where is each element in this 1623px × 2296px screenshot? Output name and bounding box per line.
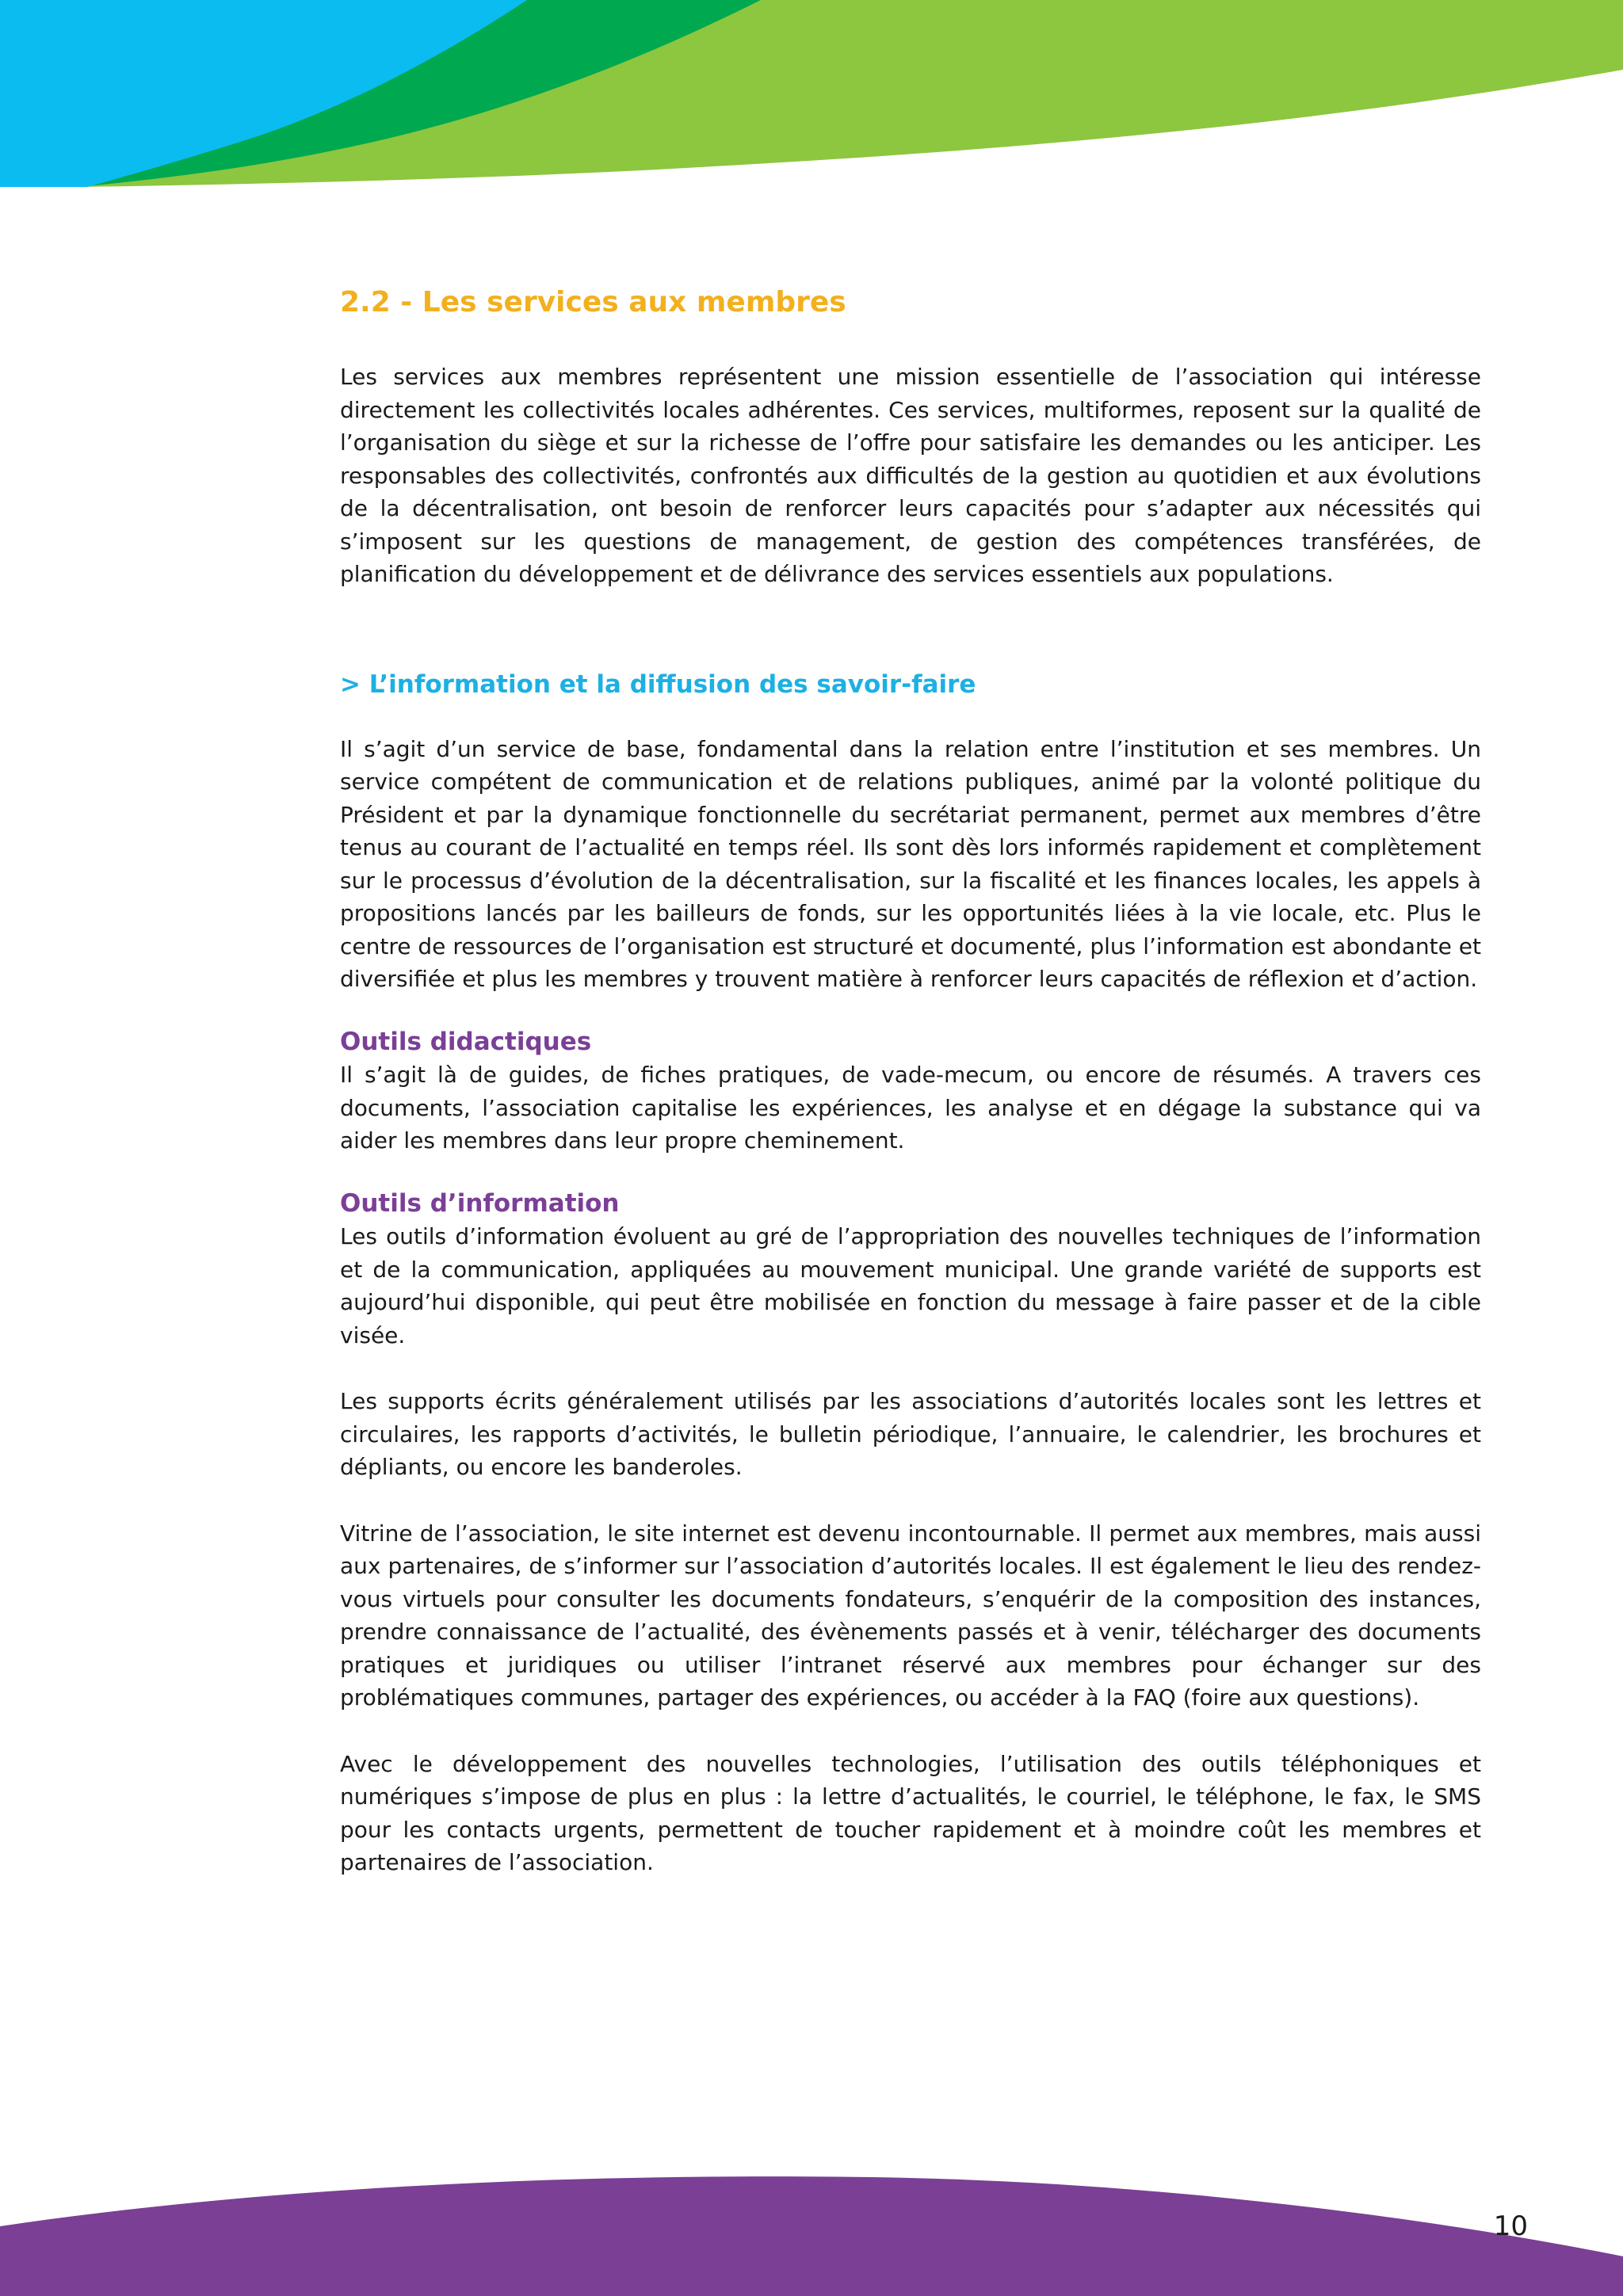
section-title: 2.2 - Les services aux membres: [340, 286, 846, 318]
top-decorative-wave: [0, 0, 1623, 190]
subsection-title: > L’information et la diffusion des savoir-faire: [340, 669, 976, 699]
information-paragraph: Les supports écrits généralement utilisés par les associations d’autorités locales sont les lettres et circulaires, les rapports d’activités, le bulletin périodique, l’annuaire, le calendrier, les brochures et dépliants, ou encore les banderoles.: [340, 1388, 1481, 1481]
bottom-wave-purple: [0, 2176, 1623, 2296]
information-paragraph: Avec le développement des nouvelles technologies, l’utilisation des outils téléphoniques et numériques s’impose de plus en plus : la lettre d’actualités, le courriel, le téléphone, le fax, le SMS pour les contacts urgents, permettent de toucher rapidement et à moindre coût les membres et partenaires de l’association.: [340, 1750, 1481, 1876]
page-content: [340, 285, 1481, 1879]
didactic-tools-title: Outils didactiques: [340, 1027, 592, 1056]
intro-paragraph: Les services aux membres représentent une mission essentielle de l’association qui intéresse directement les collectivités locales adhérentes. Ces services, multiformes, reposent sur la qualité de l’organisation du siège et sur la richesse de l’offre pour satisfaire les demandes ou les anticiper. Les responsables des collectivités, confrontés aux difficultés de la gestion au quotidien et aux évolutions de la décentralisation, ont besoin de renforcer leurs capacités pour s’adapter aux nécessités qui s’imposent sur les questions de management, de gestion des compétences transférées, de planification du développement et de délivrance des services essentiels aux populations.: [340, 364, 1481, 588]
page-number: 10: [1493, 2210, 1528, 2242]
didactic-tools-paragraph: Il s’agit là de guides, de fiches pratiques, de vade-mecum, ou encore de résumés. A travers ces documents, l’association capitalise les expériences, les analyse et en dégage la substance qui va aider les membres dans leur propre cheminement.: [340, 1062, 1481, 1154]
information-tools-title: Outils d’information: [340, 1188, 620, 1218]
subsection-paragraph: Il s’agit d’un service de base, fondamental dans la relation entre l’institution et ses membres. Un service compétent de communication et de relations publiques, animé par la volonté politique du Président et par la dynamique fonctionnelle du secrétariat permanent, permet aux membres d’être tenus au courant de l’actualité en temps réel. Ils sont dès lors informés rapidement et complètement sur le processus d’évolution de la décentralisation, sur la fiscalité et les finances locales, les appels à propositions lancés par les bailleurs de fonds, sur les opportunités liées à la vie locale, etc. Plus le centre de ressources de l’organisation est structuré et documenté, plus l’information est abondante et diversifiée et plus les membres y trouvent matière à renforcer leurs capacités de réflexion et d’action.: [340, 735, 1481, 993]
bottom-decorative-wave: [0, 2169, 1623, 2296]
information-paragraph: Les outils d’information évoluent au gré de l’appropriation des nouvelles techniques de l’information et de la communication, appliquées au mouvement municipal. Une grande variété de supports est aujourd’hui disponible, qui peut être mobilisée en fonction du message à faire passer et de la cible visée.: [340, 1223, 1481, 1348]
information-paragraph: Vitrine de l’association, le site internet est devenu incontournable. Il permet aux membres, mais aussi aux partenaires, de s’informer sur l’association d’autorités locales. Il est également le lieu des rendez-vous virtuels pour consulter les documents fondateurs, s’enquérir de la composition des instances, prendre connaissance de l’actualité, des évènements passés et à venir, télécharger des documents pratiques et juridiques ou utiliser l’intranet réservé aux membres pour échanger sur des problématiques communes, partager des expériences, ou accéder à la FAQ (foire aux questions).: [340, 1520, 1481, 1711]
